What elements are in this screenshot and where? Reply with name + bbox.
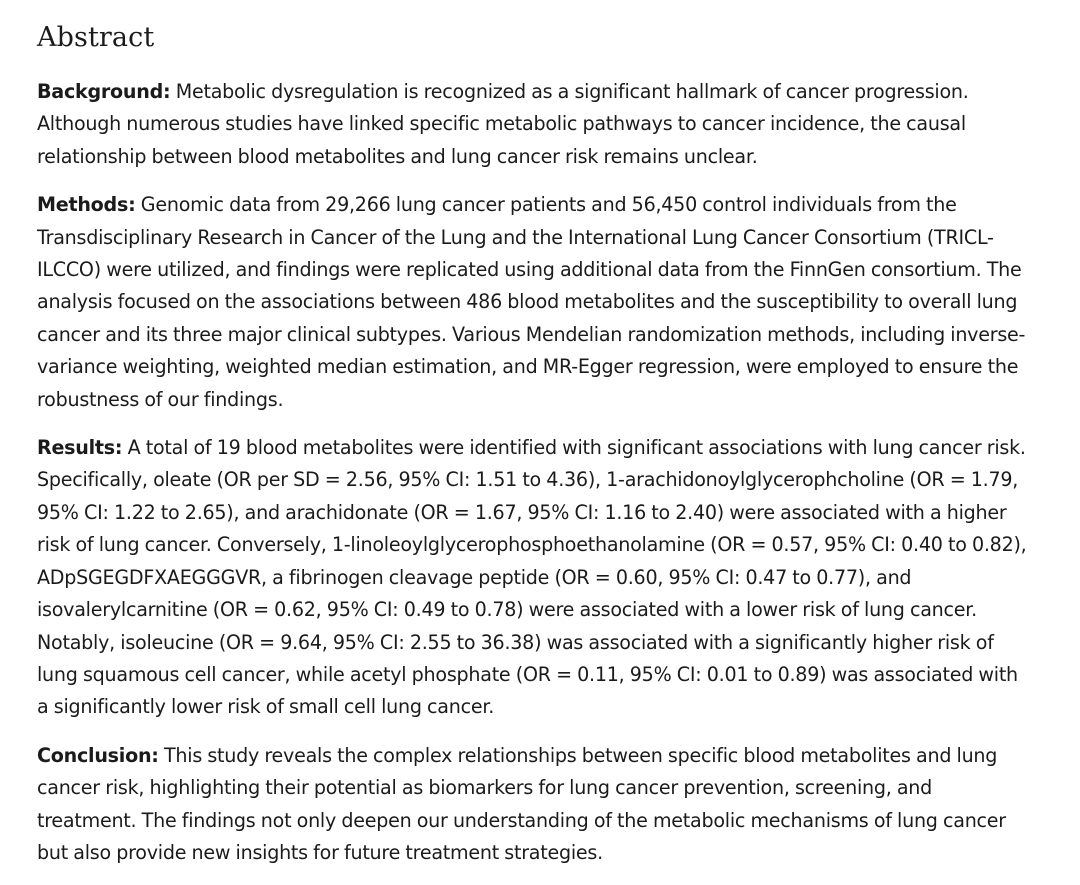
abstract-heading: Abstract (37, 22, 155, 53)
conclusion-text: This study reveals the complex relationships between specific blood metabolites and lung cancer risk, highlighting their potential as biomarkers for lung cancer prevention, screening, and treatment. The findings not only deepen our understanding of the metabolic mechanisms of lung cancer but also provide new insights for future treatment strategies. (37, 743, 1006, 864)
results-paragraph (37, 432, 1027, 724)
background-text: Metabolic dysregulation is recognized as a significant hallmark of cancer progression. Although numerous studies have linked specific metabolic pathways to cancer incidence, the causal relationship between blood metabolites and lung cancer risk remains unclear. (37, 80, 969, 168)
methods-label: Methods: (37, 193, 136, 217)
conclusion-label: Conclusion: (37, 743, 159, 767)
background-label: Background: (37, 80, 171, 103)
results-label: Results: (37, 436, 123, 460)
methods-text: Genomic data from 29,266 lung cancer patients and 56,450 control individuals from the Transdisciplinary Research in Cancer of the Lung and the International Lung Cancer Consortium (TRICL-ILCCO) were utilized, and findings were replicated using additional data from the FinnGen consortium. The analysis focused on the associations between 486 blood metabolites and the susceptibility to overall lung cancer and its three major clinical subtypes. Various Mendelian randomization methods, including inverse-variance weighting, weighted median estimation, and MR-Egger regression, were employed to ensure the robustness of our findings. (37, 193, 1026, 411)
abstract-section (37, 18, 1027, 885)
results-text: A total of 19 blood metabolites were identified with significant associations with lung cancer risk. Specifically, oleate (OR per SD = 2.56, 95% CI: 1.51 to 4.36), 1-arachidonoylglycerophcholine (OR = 1.79, 95% CI: 1.22 to 2.65), and arachidonate (OR = 1.67, 95% CI: 1.16 to 2.40) were associated with a higher risk of lung cancer. Conversely, 1-linoleoylglycerophosphoethanolamine (OR = 0.57, 95% CI: 0.40 to 0.82), ADpSGEGDFXAEGGGVR, a fibrinogen cleavage peptide (OR = 0.60, 95% CI: 0.47 to 0.77), and isovalerylcarnitine (OR = 0.62, 95% CI: 0.49 to 0.78) were associated with a lower risk of lung cancer. Notably, isoleucine (OR = 9.64, 95% CI: 2.55 to 36.38) was associated with a significantly higher risk of lung squamous cell cancer, while acetyl phosphate (OR = 0.11, 95% CI: 0.01 to 0.89) was associated with a significantly lower risk of small cell lung cancer. (37, 436, 1027, 719)
background-paragraph (37, 76, 1027, 173)
methods-paragraph (37, 189, 1027, 416)
conclusion-paragraph (37, 740, 1027, 870)
